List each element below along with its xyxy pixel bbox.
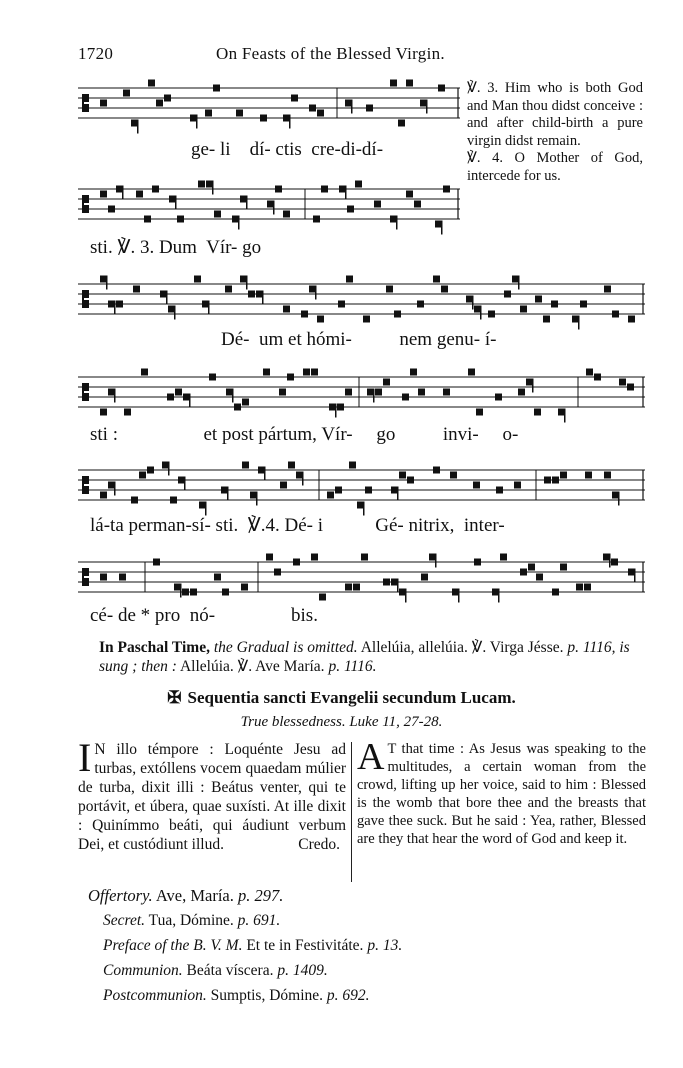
rubric-italic-1: the Gradual is omitted.	[213, 639, 358, 656]
proper-communion	[103, 962, 328, 980]
chant-staff-3	[78, 278, 645, 326]
proper-label: Postcommunion.	[103, 987, 207, 1004]
gospel-english	[357, 736, 646, 848]
proper-label: Offertory.	[88, 886, 153, 905]
proper-text: Sumptis, Dómine.	[210, 987, 324, 1004]
rubric-text-1: Allelúia, allelúia. ℣. Virga Jésse.	[360, 639, 564, 656]
lyrics-line-1: ge- li dí- ctis cre-di-dí-	[191, 139, 384, 160]
english-drop-cap: A	[357, 736, 385, 778]
lyrics-line-3: Dé- um et hómi- nem genu- í-	[221, 329, 497, 350]
chant-staff-4	[78, 371, 645, 419]
proper-text: Et te in Festivitáte.	[246, 937, 364, 954]
credo: Credo.	[298, 836, 340, 853]
latin-drop-cap: I	[78, 735, 92, 780]
chant-staff-5	[78, 464, 645, 512]
lyrics-line-5: lá-ta perman-sí- sti. ℣.4. Dé- i Gé- nitrix, inter-	[90, 515, 505, 536]
lyrics-line-4: sti : et post pártum, Vír- go invi- o-	[90, 424, 519, 445]
chant-staff-6	[78, 556, 645, 604]
rubric-italic-2: is sung ; then :	[99, 639, 630, 675]
proper-ref: p. 13.	[367, 937, 403, 954]
sequence-subtitle: True blessedness. Luke 11, 27-28.	[240, 714, 443, 730]
cross-icon: ✠	[167, 688, 182, 707]
verse-4-translation: ℣. 4. O Mother of God, intercede for us.	[467, 150, 643, 184]
proper-postcommunion	[103, 987, 370, 1005]
verse-translation	[467, 80, 643, 185]
proper-label: Communion.	[103, 962, 183, 979]
paschal-rubric	[99, 638, 647, 676]
page-number: 1720	[78, 44, 114, 63]
rubric-text-2: Allelúia. ℣. Ave María.	[179, 658, 325, 675]
lyrics-line-2: sti. ℣. 3. Dum Vír- go	[90, 237, 262, 258]
english-text: T that time : As Jesus was speaking to the multitudes, a certain woman from the crowd, lifting up her voice, said to him : Blessed is the womb that bore thee and the breasts that gave thee suck. But he said : Yea, rather, Blessed are they that hear the word of God and keep it.	[357, 741, 646, 847]
proper-label: Secret.	[103, 912, 146, 929]
gospel-latin	[78, 735, 346, 854]
sequence-title: Sequentia sancti Evangelii secundum Lucam.	[187, 688, 516, 707]
chant-staff-1	[78, 82, 460, 130]
proper-ref: p. 297.	[238, 886, 284, 905]
running-title: On Feasts of the Blessed Virgin.	[216, 44, 445, 63]
lyrics-line-6: cé- de * pro nó- bis.	[90, 605, 318, 626]
rubric-ref-1: p. 1116,	[567, 639, 616, 656]
column-divider	[351, 742, 352, 882]
proper-label: Preface of the B. V. M.	[103, 937, 243, 954]
latin-text: N illo témpore : Loquénte Jesu ad turbas, extóllens vocem quaedam múlier de turba, dixit illi : Beátus venter, qui te portávit, et úbera, quae suxísti. At ille dixit : Quinímmo beáti, qui áudiunt verbum Dei, et custódiunt illud.	[78, 741, 346, 853]
proper-preface	[103, 937, 402, 955]
proper-text: Tua, Dómine.	[148, 912, 234, 929]
proper-ref: p. 691.	[237, 912, 281, 929]
proper-ref: p. 1409.	[277, 962, 328, 979]
rubric-ref-2: p. 1116.	[328, 658, 377, 675]
rubric-lead: In Paschal Time,	[99, 639, 210, 656]
proper-text: Beáta víscera.	[186, 962, 274, 979]
chant-staff-2	[78, 183, 460, 231]
sequence-heading	[0, 688, 683, 708]
proper-secret	[103, 912, 280, 930]
proper-text: Ave, María.	[155, 886, 234, 905]
proper-offertory	[88, 886, 283, 906]
verse-3-translation: ℣. 3. Him who is both God and Man thou didst conceive : and after child-birth a pure virgin didst remain.	[467, 80, 643, 149]
proper-ref: p. 692.	[326, 987, 370, 1004]
